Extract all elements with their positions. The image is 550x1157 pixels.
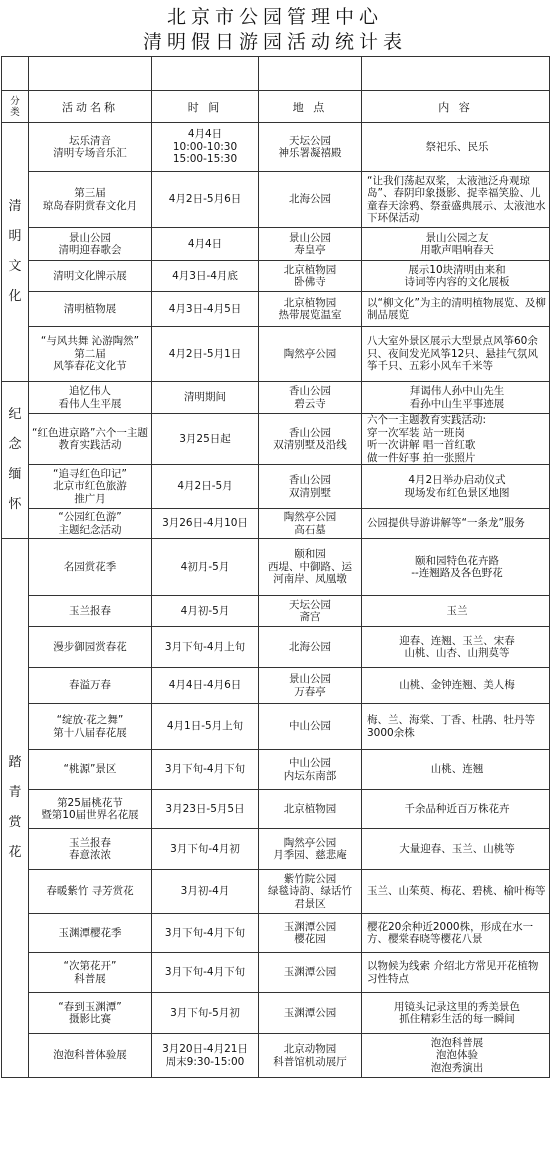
cell-line: 清明迎春歌会 — [58, 244, 122, 256]
cell-line: 3月下旬-4月下旬 — [164, 926, 246, 939]
activity-name-cell — [29, 668, 152, 704]
table-row — [2, 327, 550, 382]
table-row — [2, 465, 550, 509]
cell-line: 3月25日起 — [179, 432, 231, 445]
time-cell — [152, 172, 259, 228]
content-cell — [362, 596, 550, 627]
table-row — [2, 596, 550, 627]
place-cell — [259, 953, 362, 993]
cell-line: 迎春、连翘、玉兰、宋春 — [399, 634, 515, 647]
activity-name-cell — [29, 1034, 152, 1078]
cell-line: 春溢万春 — [69, 679, 111, 692]
cell-line: 香山公园 — [289, 474, 331, 486]
cell-line: 景山公园 — [289, 231, 331, 244]
cell-line: 用歌声唱响春天 — [420, 244, 494, 256]
cell-line: 4月2日-5月6日 — [168, 193, 242, 206]
cell-line: “追寻红色印记” — [53, 467, 127, 480]
cell-line: “与风共舞 沁游陶然” — [40, 335, 140, 348]
cell-line: 泡泡科普体验展 — [53, 1049, 127, 1062]
time-cell — [152, 465, 259, 509]
cell-line: 卧佛寺 — [294, 276, 326, 288]
content-cell — [362, 382, 550, 414]
cell-line: 3月下旬-4月初 — [170, 842, 240, 855]
cell-line: 名园赏花季 — [63, 560, 117, 573]
content-cell — [362, 668, 550, 704]
place-cell — [259, 539, 362, 596]
time-cell — [152, 627, 259, 668]
place-cell — [259, 790, 362, 829]
cell-line: 中山公园 — [289, 757, 331, 769]
cell-line: 3月下旬-4月下旬 — [164, 966, 246, 979]
cell-line: 高石墓 — [294, 523, 326, 536]
time-cell — [152, 509, 259, 539]
cell-line: “次第花开” — [63, 960, 117, 972]
cell-line: 第25届桃花节 — [57, 796, 123, 809]
cell-line: 4月1日-5月上旬 — [166, 720, 244, 733]
activity-name-cell — [29, 829, 152, 870]
time-cell — [152, 668, 259, 704]
cell-line: 以“柳文化”为主的清明植物展览、及柳制品展览 — [367, 296, 546, 321]
table-row — [2, 668, 550, 704]
table-row — [2, 993, 550, 1034]
cell-line: 绿毯诗韵、绿话竹 — [268, 885, 352, 898]
cell-line: 摄影比赛 — [69, 1013, 111, 1025]
cell-line: 拜谒伟人孙中山先生 — [409, 385, 505, 397]
cell-line: 天坛公园 — [289, 598, 331, 611]
table-row — [2, 172, 550, 228]
activity-name-cell — [29, 993, 152, 1034]
cell-line: 河南岸、凤凰墩 — [273, 573, 347, 586]
content-cell — [362, 704, 550, 750]
cell-line: 北京植物园 — [283, 296, 337, 309]
content-cell — [362, 465, 550, 509]
place-cell — [259, 228, 362, 261]
cell-line: 陶然亭公园 — [283, 347, 337, 360]
place-cell — [259, 596, 362, 627]
content-cell — [362, 292, 550, 327]
header-time: 时 间 — [152, 91, 259, 123]
activity-name-cell — [29, 870, 152, 914]
activity-table — [1, 56, 550, 1078]
cell-line: 玉兰 — [446, 604, 468, 617]
cell-line: 坛乐清音 — [69, 134, 111, 147]
cell-line: 科普馆机动展厅 — [273, 1055, 347, 1068]
cell-line: 4月3日-4月底 — [172, 269, 238, 282]
place-cell — [259, 327, 362, 382]
activity-name-cell — [29, 953, 152, 993]
content-cell — [362, 123, 550, 172]
cell-line: 泡泡科普展 — [430, 1036, 484, 1049]
category-cell-culture — [2, 123, 29, 382]
activity-name-cell — [29, 261, 152, 292]
content-cell — [362, 790, 550, 829]
place-cell — [259, 668, 362, 704]
cell-line: 山桃、金钟连翘、美人梅 — [399, 679, 515, 692]
cell-line: 泡泡秀演出 — [430, 1061, 484, 1074]
cell-line: 4月2日-5月1日 — [168, 347, 242, 360]
cell-line: 3月20日-4月21日 — [162, 1043, 248, 1055]
cell-line: 玉兰报春 — [69, 836, 111, 849]
content-cell — [362, 509, 550, 539]
cell-line: 陶然亭公园 — [283, 836, 337, 849]
cell-line: 双清别墅 — [289, 486, 331, 499]
time-cell — [152, 228, 259, 261]
cell-line: 玉渊潭公园 — [283, 1006, 337, 1019]
cell-line: 景山公园 — [289, 673, 331, 685]
cell-line: 15:00-15:30 — [172, 153, 238, 166]
cell-line: 梅、兰、海棠、丁香、杜鹃、牡丹等3000余株 — [367, 714, 535, 739]
category-label: 纪念缅怀 — [8, 407, 22, 512]
cell-line: 香山公园 — [289, 426, 331, 439]
cell-line: 君景区 — [294, 897, 326, 910]
cell-line: 琼岛春阴赏春文化月 — [42, 199, 138, 212]
category-cell-memorial — [2, 382, 29, 539]
cell-line: 紫竹院公园 — [283, 872, 337, 885]
place-cell — [259, 914, 362, 953]
content-cell — [362, 829, 550, 870]
cell-line: 暨第10届世界名花展 — [41, 809, 139, 821]
place-cell — [259, 870, 362, 914]
cell-line: 诗词等内容的文化展板 — [404, 276, 510, 288]
time-cell — [152, 414, 259, 465]
time-cell — [152, 790, 259, 829]
cell-line: 主题纪念活动 — [58, 523, 122, 536]
place-cell — [259, 261, 362, 292]
cell-line: 泡泡体验 — [436, 1049, 478, 1062]
activity-name-cell — [29, 327, 152, 382]
activity-name-cell — [29, 228, 152, 261]
header-content: 内 容 — [362, 91, 550, 123]
table-row — [2, 539, 550, 596]
cell-line: 风筝春花文化节 — [53, 360, 127, 373]
cell-line: 公园提供导游讲解等“一条龙”服务 — [367, 517, 525, 530]
cell-line: “让我们荡起双桨，太液池泛舟观琼岛”、春阴印象摄影、捉幸福笑脸、儿童春天涂鸦、祭蚕盛典展示、太液池水下环保活动 — [367, 174, 546, 224]
time-cell — [152, 750, 259, 790]
time-cell — [152, 327, 259, 382]
activity-name-cell — [29, 172, 152, 228]
table-row — [2, 914, 550, 953]
header-name: 活动名称 — [29, 91, 152, 123]
table-row — [2, 829, 550, 870]
activity-name-cell — [29, 790, 152, 829]
cell-line: 第二届 — [74, 347, 106, 360]
cell-line: 神乐署凝禧殿 — [278, 147, 342, 159]
cell-line: 3月26日-4月10日 — [162, 517, 248, 530]
time-cell — [152, 870, 259, 914]
place-cell — [259, 750, 362, 790]
cell-line: 玉渊潭樱花季 — [58, 926, 122, 939]
table-row — [2, 1034, 550, 1078]
content-cell — [362, 870, 550, 914]
place-cell — [259, 292, 362, 327]
cell-line: 樱花20余种近2000株，形成在水一方、樱棠春晓等樱花八景 — [367, 920, 534, 945]
time-cell — [152, 596, 259, 627]
cell-line: 颐和园特色花卉路 — [415, 554, 499, 567]
cell-line: 斋宫 — [299, 611, 321, 623]
place-cell — [259, 627, 362, 668]
cell-line: 推广月 — [74, 492, 106, 505]
cell-line: 寿皇亭 — [294, 244, 326, 256]
cell-line: 六个一主题教育实践活动: — [367, 414, 487, 426]
cell-line: 中山公园 — [289, 720, 331, 733]
cell-line: 3月下旬-4月上旬 — [164, 640, 246, 653]
content-cell — [362, 327, 550, 382]
header-category: 分 类 — [2, 91, 29, 123]
header-place: 地 点 — [259, 91, 362, 123]
category-label: 踏青赏花 — [8, 755, 22, 860]
cell-line: 陶然亭公园 — [283, 511, 337, 523]
time-cell — [152, 914, 259, 953]
cell-line: 3月下旬-5月初 — [170, 1006, 240, 1019]
cell-line: “红色进京路”六个一主题教育实践活动 — [32, 426, 148, 451]
cell-line: 北海公园 — [289, 640, 331, 653]
content-cell — [362, 750, 550, 790]
cell-line: 山桃、山杏、山荆莫等 — [404, 647, 510, 659]
cell-line: 4月4日-4月6日 — [168, 679, 242, 692]
table-row — [2, 292, 550, 327]
cell-line: 用镜头记录这里的秀美景色 — [394, 1000, 520, 1013]
place-cell — [259, 993, 362, 1034]
cell-line: 现场发布红色景区地图 — [404, 486, 510, 499]
place-cell — [259, 382, 362, 414]
cell-line: 天坛公园 — [289, 134, 331, 147]
cell-line: 北海公园 — [289, 193, 331, 206]
cell-line: 以物候为线索 介绍北方常见开花植物习性特点 — [367, 960, 539, 985]
cell-line: 清明期间 — [184, 391, 226, 404]
cell-line: 大量迎春、玉兰、山桃等 — [399, 842, 515, 855]
cell-line: 3月初-4月 — [180, 885, 230, 898]
cell-line: 听一次讲解 唱一首红歌 — [367, 439, 476, 451]
cell-line: 看孙中山生平事迹展 — [409, 397, 505, 410]
content-cell — [362, 914, 550, 953]
cell-line: 展示10块清明由来和 — [408, 263, 506, 276]
place-cell — [259, 465, 362, 509]
cell-line: 春暖紫竹 寻芳赏花 — [46, 885, 134, 898]
cell-line: 樱花园 — [294, 933, 326, 945]
page-title-org: 北京市公园管理中心 — [166, 6, 383, 28]
activity-name-cell — [29, 627, 152, 668]
table-row — [2, 509, 550, 539]
place-cell — [259, 123, 362, 172]
table-row — [2, 123, 550, 172]
cell-line: 北京动物园 — [283, 1043, 337, 1055]
cell-line: 4初月-5月 — [180, 560, 230, 573]
cell-line: --连翘路及各色野花 — [411, 567, 503, 579]
blank-top-row — [2, 57, 550, 91]
time-cell — [152, 292, 259, 327]
cell-line: “春到玉渊潭” — [58, 1000, 122, 1013]
content-cell — [362, 261, 550, 292]
table-row — [2, 790, 550, 829]
cell-line: 香山公园 — [289, 385, 331, 397]
page-title: 清明假日游园活动统计表 — [142, 31, 407, 53]
cell-line: 4月2日-5月 — [177, 480, 233, 493]
cell-line: 千余品种近百万株花卉 — [404, 802, 510, 815]
place-cell — [259, 1034, 362, 1078]
cell-line: 万春亭 — [294, 685, 326, 698]
header-row — [2, 91, 550, 123]
time-cell — [152, 1034, 259, 1078]
cell-line: 4月4日 — [187, 237, 223, 250]
table-row — [2, 750, 550, 790]
cell-line: 漫步御园赏春花 — [53, 640, 127, 653]
cell-line: 北京植物园 — [283, 263, 337, 276]
cell-line: 西堤、中御路、运 — [268, 560, 352, 573]
title-block — [0, 0, 550, 56]
cell-line: 清明植物展 — [63, 302, 117, 315]
cell-line: 碧云寺 — [294, 397, 326, 410]
table-row — [2, 953, 550, 993]
cell-line: 景山公园之友 — [425, 231, 489, 244]
activity-name-cell — [29, 123, 152, 172]
cell-line: 春意浓浓 — [69, 849, 111, 861]
place-cell — [259, 704, 362, 750]
place-cell — [259, 509, 362, 539]
cell-line: 3月23日-5月5日 — [165, 802, 245, 815]
time-cell — [152, 261, 259, 292]
cell-line: 3月下旬-4月下旬 — [164, 763, 246, 776]
cell-line: 10:00-10:30 — [172, 140, 238, 153]
cell-line: 科普展 — [74, 972, 106, 985]
cell-line: 追忆伟人 — [69, 385, 111, 397]
cell-line: 清明专场音乐汇 — [53, 147, 127, 159]
place-cell — [259, 829, 362, 870]
cell-line: 穿一次军装 站一班岗 — [367, 426, 465, 439]
cell-line: 玉渊潭公园 — [283, 966, 337, 979]
table-row — [2, 228, 550, 261]
content-cell — [362, 414, 550, 465]
activity-name-cell — [29, 750, 152, 790]
content-cell — [362, 539, 550, 596]
table-row — [2, 704, 550, 750]
content-cell — [362, 627, 550, 668]
table-row — [2, 261, 550, 292]
place-cell — [259, 414, 362, 465]
cell-line: 景山公园 — [69, 231, 111, 244]
content-cell — [362, 993, 550, 1034]
table-row — [2, 414, 550, 465]
cell-line: 玉兰、山茱萸、梅花、碧桃、榆叶梅等 — [367, 885, 546, 898]
table-row — [2, 627, 550, 668]
time-cell — [152, 953, 259, 993]
activity-name-cell — [29, 465, 152, 509]
activity-name-cell — [29, 704, 152, 750]
cell-line: 玉渊潭公园 — [283, 920, 337, 933]
cell-line: 山桃、连翘 — [430, 763, 484, 776]
cell-line: 北京植物园 — [283, 802, 337, 815]
cell-line: “绽放·花之舞” — [56, 714, 124, 726]
activity-name-cell — [29, 509, 152, 539]
cell-line: 北京市红色旅游 — [53, 480, 127, 493]
activity-name-cell — [29, 914, 152, 953]
time-cell — [152, 829, 259, 870]
cell-line: 第十八届春花展 — [53, 726, 127, 739]
cell-line: 4月3日-4月5日 — [168, 302, 242, 315]
cell-line: 做一件好事 拍一张照片 — [367, 451, 476, 464]
activity-name-cell — [29, 292, 152, 327]
category-cell-spring-outing — [2, 539, 29, 1078]
cell-line: 八大室外景区展示大型景点风筝60余只、夜间发光风筝12只、悬挂气氛风筝千只、五彩小风车千米等 — [367, 335, 538, 373]
cell-line: “公园红色游” — [58, 511, 122, 523]
cell-line: 4月初-5月 — [180, 604, 230, 617]
cell-line: 内坛东南部 — [283, 769, 337, 782]
cell-line: 周末9:30-15:00 — [165, 1055, 245, 1068]
cell-line: 4月4日 — [187, 128, 223, 141]
content-cell — [362, 228, 550, 261]
content-cell — [362, 172, 550, 228]
cell-line: 抓住精彩生活的每一瞬间 — [399, 1013, 515, 1025]
cell-line: 清明文化牌示展 — [53, 269, 127, 282]
time-cell — [152, 704, 259, 750]
activity-name-cell — [29, 539, 152, 596]
category-label: 清明文化 — [8, 199, 22, 304]
cell-line: 热带展览温室 — [278, 309, 342, 321]
activity-name-cell — [29, 382, 152, 414]
place-cell — [259, 172, 362, 228]
content-cell — [362, 1034, 550, 1078]
cell-line: 4月2日举办启动仪式 — [408, 474, 506, 486]
cell-line: 双清别墅及沿线 — [273, 439, 347, 451]
cell-line: 颐和园 — [294, 548, 326, 561]
cell-line: 第三届 — [74, 187, 106, 199]
content-cell — [362, 953, 550, 993]
table-row — [2, 870, 550, 914]
time-cell — [152, 993, 259, 1034]
cell-line: “桃源”景区 — [63, 763, 117, 776]
time-cell — [152, 539, 259, 596]
activity-name-cell — [29, 414, 152, 465]
activity-name-cell — [29, 596, 152, 627]
cell-line: 月季园、慈悲庵 — [273, 849, 347, 861]
time-cell — [152, 123, 259, 172]
table-row — [2, 382, 550, 414]
cell-line: 祭祀乐、民乐 — [425, 140, 489, 153]
time-cell — [152, 382, 259, 414]
cell-line: 玉兰报春 — [69, 604, 111, 617]
cell-line: 看伟人生平展 — [58, 397, 122, 410]
